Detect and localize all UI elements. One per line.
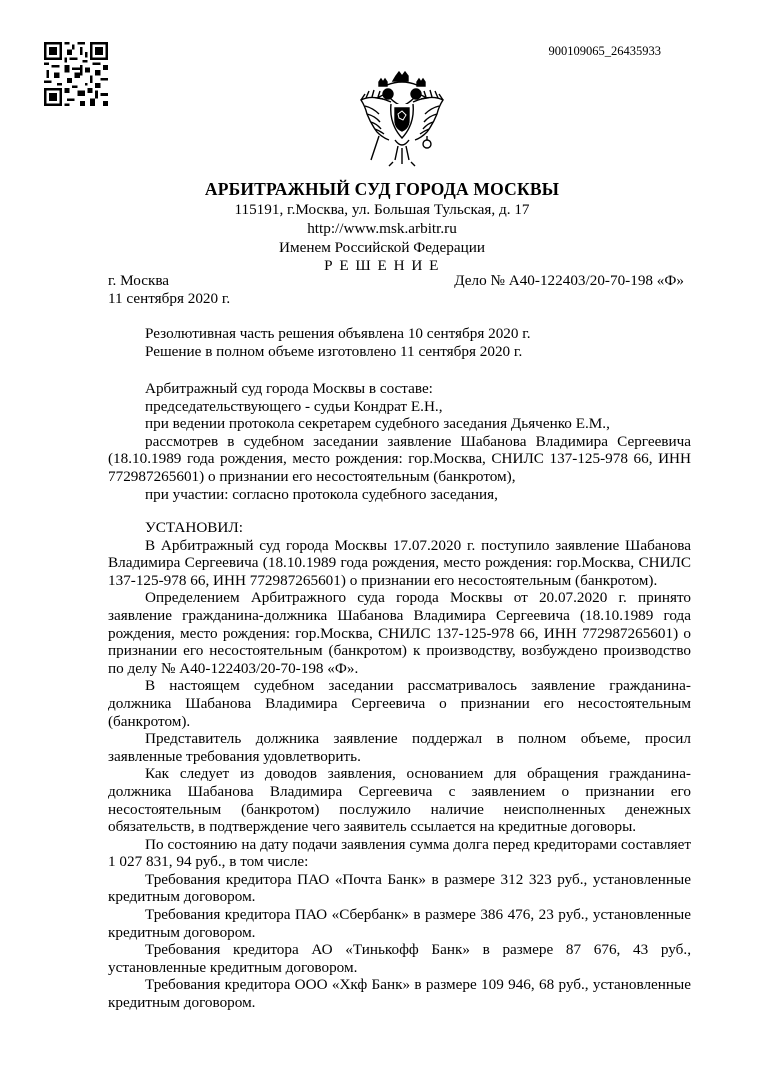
presiding-judge: председательствующего - судьи Кондрат Е.Н., bbox=[145, 397, 443, 415]
header-row bbox=[108, 272, 684, 290]
court-contacts bbox=[0, 201, 764, 276]
court-title: АРБИТРАЖНЫЙ СУД ГОРОДА МОСКВЫ bbox=[204, 179, 560, 199]
qr-code bbox=[44, 42, 108, 106]
participation: при участии: согласно протокола судебного заседания, bbox=[145, 485, 498, 503]
secretary: при ведении протокола секретарем судебного заседания Дьяченко Е.М., bbox=[145, 415, 610, 433]
creditor-claim: Требования кредитора АО «Тинькофф Банк» в размере 87 676, 43 руб., установленные кредитным договором. bbox=[108, 941, 691, 976]
court-composition: Арбитражный суд города Москвы в составе: bbox=[145, 380, 433, 397]
coat-of-arms-emblem bbox=[357, 70, 447, 170]
considering-text: рассмотрев в судебном заседании заявление Шабанова Владимира Сергеевича (18.10.1989 года рождения, место рождения: гор.Москва, СНИЛС 137-125-978 66, ИНН 772987265601) о признании его несостоятельным (банкротом), bbox=[108, 432, 691, 485]
paragraph: Определением Арбитражного суда города Москвы от 20.07.2020 г. принято заявление гражданина-должника Шабанова Владимира Сергеевича (18.10.1989 года рождения, место рождения: гор.Москва, СНИЛС 137-125-978 66, ИНН 772987265601) о признании его несостоятельным (банкротом) к производству, возбуждено производство по делу № А40-122403/20-70-198 «Ф». bbox=[108, 589, 691, 677]
intro-dates bbox=[108, 325, 691, 360]
resolution-announced: Резолютивная часть решения объявлена 10 сентября 2020 г. bbox=[145, 325, 531, 342]
paragraph: В Арбитражный суд города Москвы 17.07.2020 г. поступило заявление Шабанова Владимира Сергеевича (18.10.1989 года рождения, место рождения: гор.Москва, СНИЛС 137-125-978 66, ИНН 772987265601) о признании его несостоятельным (банкротом). bbox=[108, 536, 691, 589]
case-number: Дело № А40-122403/20-70-198 «Ф» bbox=[454, 272, 684, 289]
creditor-claim: Требования кредитора ООО «Хкф Банк» в размере 109 946, 68 руб., установленные кредитным договором. bbox=[108, 976, 691, 1012]
in-name-line: Именем Российской Федерации bbox=[279, 238, 485, 256]
city: г. Москва bbox=[108, 272, 170, 289]
established-heading: УСТАНОВИЛ: bbox=[145, 519, 243, 536]
document-id: 900109065_26435933 bbox=[548, 44, 661, 58]
established-section bbox=[108, 519, 691, 1012]
decision-date: 11 сентября 2020 г. bbox=[108, 290, 231, 307]
court-address: 115191, г.Москва, ул. Большая Тульская, д. 17 bbox=[234, 201, 530, 218]
paragraph: В настоящем судебном заседании рассматривалось заявление гражданина-должника Шабанова Владимира Сергеевича о признании его несостоятельным (банкротом). bbox=[108, 677, 691, 730]
paragraph: Как следует из доводов заявления, основанием для обращения гражданина-должника Шабанова Владимира Сергеевича с заявлением о признании его несостоятельным (банкротом) послужило наличие неисполненных денежных обязательств, в подтверждение чего заявитель ссылается на кредитные договоры. bbox=[108, 765, 691, 836]
paragraph: По состоянию на дату подачи заявления сумма долга перед кредиторами составляет 1 027 831, 94 руб., в том числе: bbox=[108, 835, 691, 871]
full-decision-made: Решение в полном объеме изготовлено 11 сентября 2020 г. bbox=[145, 342, 523, 360]
court-website[interactable]: http://www.msk.arbitr.ru bbox=[307, 219, 457, 237]
intro-composition bbox=[108, 380, 691, 503]
creditor-claim: Требования кредитора ПАО «Сбербанк» в размере 386 476, 23 руб., установленные кредитным договором. bbox=[108, 906, 691, 941]
paragraph: Представитель должника заявление поддержал в полном объеме, просил заявленные требования удовлетворить. bbox=[108, 730, 691, 765]
decision-heading: Р Е Ш Е Н И Е bbox=[324, 257, 440, 275]
creditor-claim: Требования кредитора ПАО «Почта Банк» в размере 312 323 руб., установленные кредитным договором. bbox=[108, 870, 691, 906]
